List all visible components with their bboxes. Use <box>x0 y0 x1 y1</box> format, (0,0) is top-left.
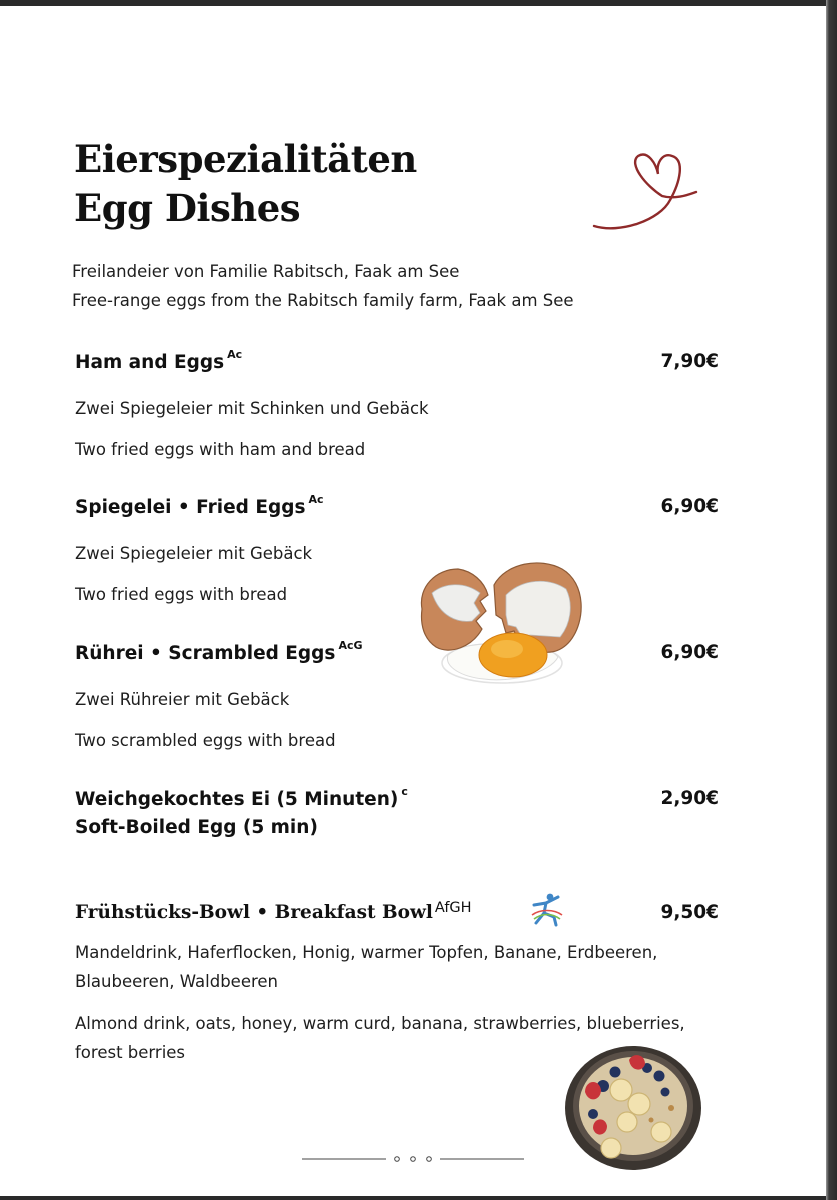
dish-name-english: Soft-Boiled Egg (5 min) <box>75 817 318 838</box>
dish-name-breakfast-bowl <box>75 902 472 923</box>
viewer-edge <box>826 0 837 1200</box>
dish-title: Spiegelei • Fried Eggs <box>75 497 306 519</box>
allergen-codes: c <box>401 785 408 798</box>
dish-name-fried-eggs <box>75 493 324 519</box>
allergen-codes: Ac <box>227 348 243 361</box>
dish-description-english-line1: Almond drink, oats, honey, warm curd, banana, strawberries, blueberries, <box>75 1014 685 1033</box>
dish-description-german: Zwei Spiegeleier mit Gebäck <box>75 544 313 563</box>
fitness-figure-icon <box>528 891 566 927</box>
dish-description-english: Two fried eggs with bread <box>75 585 288 604</box>
intro-english: Free-range eggs from the Rabitsch family farm, Faak am See <box>72 291 574 310</box>
dish-description-english: Two fried eggs with ham and bread <box>75 440 366 459</box>
dish-description-english-line2: forest berries <box>75 1043 186 1062</box>
dish-price: 9,50€ <box>660 902 719 923</box>
dish-description-english: Two scrambled eggs with bread <box>75 731 336 750</box>
intro-german: Freilandeier von Familie Rabitsch, Faak am See <box>72 262 460 281</box>
dish-title: Frühstücks-Bowl • Breakfast Bowl <box>75 902 433 923</box>
page-title-english: Egg Dishes <box>74 186 301 230</box>
cracked-egg-illustration <box>410 559 590 691</box>
dish-price: 6,90€ <box>660 496 719 517</box>
dish-title: Ham and Eggs <box>75 352 225 374</box>
dish-price: 2,90€ <box>660 788 719 809</box>
dish-price: 6,90€ <box>660 642 719 663</box>
dish-title: Weichgekochtes Ei (5 Minuten) <box>75 789 399 811</box>
menu-page <box>0 6 826 1196</box>
breakfast-bowl-illustration <box>563 1042 703 1172</box>
allergen-codes: AcG <box>338 639 363 652</box>
dish-price: 7,90€ <box>660 351 719 372</box>
dish-description-german-line2: Blaubeeren, Waldbeeren <box>75 972 279 991</box>
dish-name-scrambled-eggs <box>75 639 363 665</box>
dish-title: Rührei • Scrambled Eggs <box>75 643 336 665</box>
dish-name-soft-boiled-egg <box>75 785 408 811</box>
dish-description-german: Zwei Rühreier mit Gebäck <box>75 690 290 709</box>
dish-name-ham-and-eggs <box>75 348 243 374</box>
heart-doodle-icon <box>590 148 700 240</box>
allergen-codes: Ac <box>308 493 324 506</box>
dish-description-german: Zwei Spiegeleier mit Schinken und Gebäck <box>75 399 429 418</box>
allergen-codes: AfGH <box>434 900 472 916</box>
page-title-german: Eierspezialitäten <box>74 137 417 181</box>
decorative-divider <box>302 1151 524 1167</box>
dish-description-german-line1: Mandeldrink, Haferflocken, Honig, warmer Topfen, Banane, Erdbeeren, <box>75 943 658 962</box>
